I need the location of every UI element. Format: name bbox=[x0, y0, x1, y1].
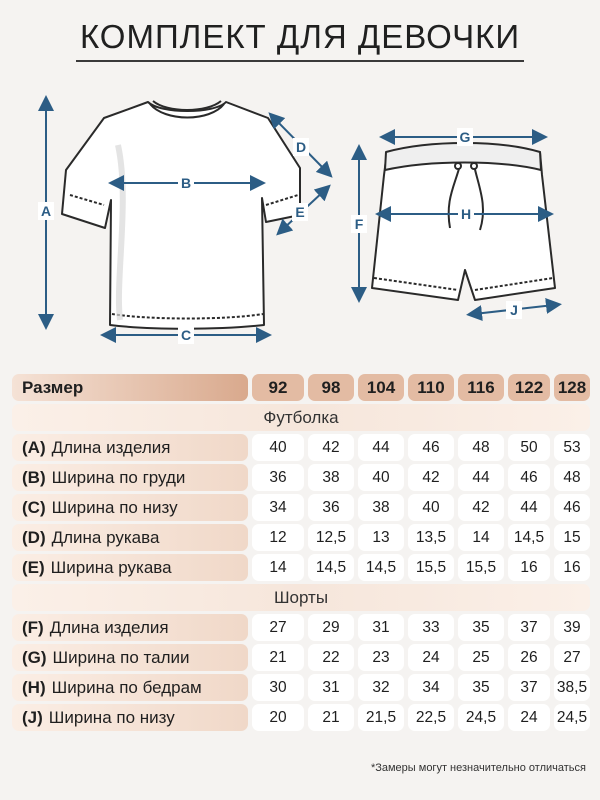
row-label-text: Ширина по талии bbox=[52, 647, 190, 667]
size-cell: 21 bbox=[308, 704, 354, 731]
size-cell: 34 bbox=[408, 674, 454, 701]
size-cell: 15,5 bbox=[408, 554, 454, 581]
row-label bbox=[12, 704, 248, 731]
size-cell: 110 bbox=[408, 374, 454, 401]
size-cell: 14 bbox=[458, 524, 504, 551]
page-title: КОМПЛЕКТ ДЛЯ ДЕВОЧКИ bbox=[79, 18, 521, 55]
size-cell: 48 bbox=[458, 434, 504, 461]
dim-f-label: F bbox=[354, 216, 364, 232]
row-code: (B) bbox=[22, 467, 46, 487]
size-cell: 25 bbox=[458, 644, 504, 671]
size-cell: 37 bbox=[508, 614, 550, 641]
size-cell: 20 bbox=[252, 704, 304, 731]
table-row bbox=[12, 524, 590, 551]
size-cell: 14,5 bbox=[508, 524, 550, 551]
row-label bbox=[12, 554, 248, 581]
footnote: *Замеры могут незначительно отличаться bbox=[370, 762, 586, 774]
size-cell: 40 bbox=[408, 494, 454, 521]
size-cell: 33 bbox=[408, 614, 454, 641]
dim-c-label: C bbox=[180, 327, 192, 343]
size-cell: 40 bbox=[358, 464, 404, 491]
row-label bbox=[12, 464, 248, 491]
table-row bbox=[12, 704, 590, 731]
size-cell: 21 bbox=[252, 644, 304, 671]
row-label bbox=[12, 644, 248, 671]
size-cell: 40 bbox=[252, 434, 304, 461]
table-row bbox=[12, 554, 590, 581]
size-cell: 37 bbox=[508, 674, 550, 701]
size-cell: 48 bbox=[554, 464, 590, 491]
size-cell: 38 bbox=[308, 464, 354, 491]
size-cell: 44 bbox=[458, 464, 504, 491]
size-cell: 53 bbox=[554, 434, 590, 461]
row-label-text: Длина изделия bbox=[49, 617, 169, 637]
table-row bbox=[12, 614, 590, 641]
garment-illustration bbox=[0, 0, 600, 370]
size-cell: 44 bbox=[358, 434, 404, 461]
row-label-text: Ширина по низу bbox=[51, 497, 178, 517]
table-row bbox=[12, 494, 590, 521]
size-cell: 46 bbox=[508, 464, 550, 491]
dim-a-label: A bbox=[40, 203, 52, 219]
dim-b-label: B bbox=[180, 175, 192, 191]
size-cell: 24 bbox=[508, 704, 550, 731]
size-cell: 26 bbox=[508, 644, 550, 671]
size-cell: 116 bbox=[458, 374, 504, 401]
size-cell: 16 bbox=[554, 554, 590, 581]
size-cell: 14,5 bbox=[308, 554, 354, 581]
size-cell: 36 bbox=[308, 494, 354, 521]
row-label-text: Ширина по низу bbox=[48, 707, 175, 727]
header-label: Размер bbox=[12, 374, 248, 401]
size-cell: 128 bbox=[554, 374, 590, 401]
row-code: (C) bbox=[22, 497, 46, 517]
table-row bbox=[12, 674, 590, 701]
size-cell: 42 bbox=[308, 434, 354, 461]
size-cell: 23 bbox=[358, 644, 404, 671]
size-cell: 44 bbox=[508, 494, 550, 521]
size-cell: 36 bbox=[252, 464, 304, 491]
size-cell: 22,5 bbox=[408, 704, 454, 731]
size-cell: 12,5 bbox=[308, 524, 354, 551]
size-cell: 46 bbox=[554, 494, 590, 521]
size-cell: 38 bbox=[358, 494, 404, 521]
size-cell: 31 bbox=[358, 614, 404, 641]
size-cell: 13 bbox=[358, 524, 404, 551]
section-title: Футболка bbox=[12, 404, 590, 431]
size-cell: 29 bbox=[308, 614, 354, 641]
size-cell: 92 bbox=[252, 374, 304, 401]
row-label bbox=[12, 674, 248, 701]
size-cell: 13,5 bbox=[408, 524, 454, 551]
size-cell: 24,5 bbox=[458, 704, 504, 731]
row-code: (D) bbox=[22, 527, 46, 547]
tshirt-drawing bbox=[62, 101, 300, 329]
row-label-text: Ширина по груди bbox=[51, 467, 186, 487]
size-cell: 27 bbox=[252, 614, 304, 641]
table-row bbox=[12, 434, 590, 461]
size-cell: 50 bbox=[508, 434, 550, 461]
size-cell: 104 bbox=[358, 374, 404, 401]
size-cell: 30 bbox=[252, 674, 304, 701]
dim-e-label: E bbox=[295, 204, 305, 220]
row-code: (H) bbox=[22, 677, 46, 697]
size-cell: 31 bbox=[308, 674, 354, 701]
size-cell: 24,5 bbox=[554, 704, 590, 731]
row-label bbox=[12, 614, 248, 641]
dim-g-label: G bbox=[459, 129, 471, 145]
size-cell: 14,5 bbox=[358, 554, 404, 581]
row-label-text: Ширина рукава bbox=[50, 557, 172, 577]
table-header-row bbox=[12, 374, 590, 401]
dim-j-label: J bbox=[510, 302, 518, 318]
size-cell: 34 bbox=[252, 494, 304, 521]
row-label-text: Длина рукава bbox=[51, 527, 160, 547]
row-code: (J) bbox=[22, 707, 43, 727]
size-cell: 32 bbox=[358, 674, 404, 701]
size-cell: 42 bbox=[408, 464, 454, 491]
size-cell: 46 bbox=[408, 434, 454, 461]
size-cell: 42 bbox=[458, 494, 504, 521]
size-cell: 35 bbox=[458, 674, 504, 701]
dim-d-label: D bbox=[295, 139, 307, 155]
size-cell: 15,5 bbox=[458, 554, 504, 581]
size-cell: 15 bbox=[554, 524, 590, 551]
row-label bbox=[12, 524, 248, 551]
row-label-text: Ширина по бедрам bbox=[51, 677, 202, 697]
row-code: (A) bbox=[22, 437, 46, 457]
size-cell: 38,5 bbox=[554, 674, 590, 701]
dim-h-label: H bbox=[460, 206, 472, 222]
size-cell: 98 bbox=[308, 374, 354, 401]
size-cell: 21,5 bbox=[358, 704, 404, 731]
size-cell: 22 bbox=[308, 644, 354, 671]
row-code: (E) bbox=[22, 557, 45, 577]
row-label-text: Длина изделия bbox=[51, 437, 171, 457]
size-cell: 122 bbox=[508, 374, 550, 401]
row-label bbox=[12, 494, 248, 521]
size-cell: 35 bbox=[458, 614, 504, 641]
table-row bbox=[12, 464, 590, 491]
row-label bbox=[12, 434, 248, 461]
size-cell: 12 bbox=[252, 524, 304, 551]
row-code: (F) bbox=[22, 617, 44, 637]
size-cell: 39 bbox=[554, 614, 590, 641]
section-title: Шорты bbox=[12, 584, 590, 611]
size-cell: 27 bbox=[554, 644, 590, 671]
size-cell: 14 bbox=[252, 554, 304, 581]
size-cell: 16 bbox=[508, 554, 550, 581]
size-cell: 24 bbox=[408, 644, 454, 671]
table-row bbox=[12, 644, 590, 671]
row-code: (G) bbox=[22, 647, 47, 667]
